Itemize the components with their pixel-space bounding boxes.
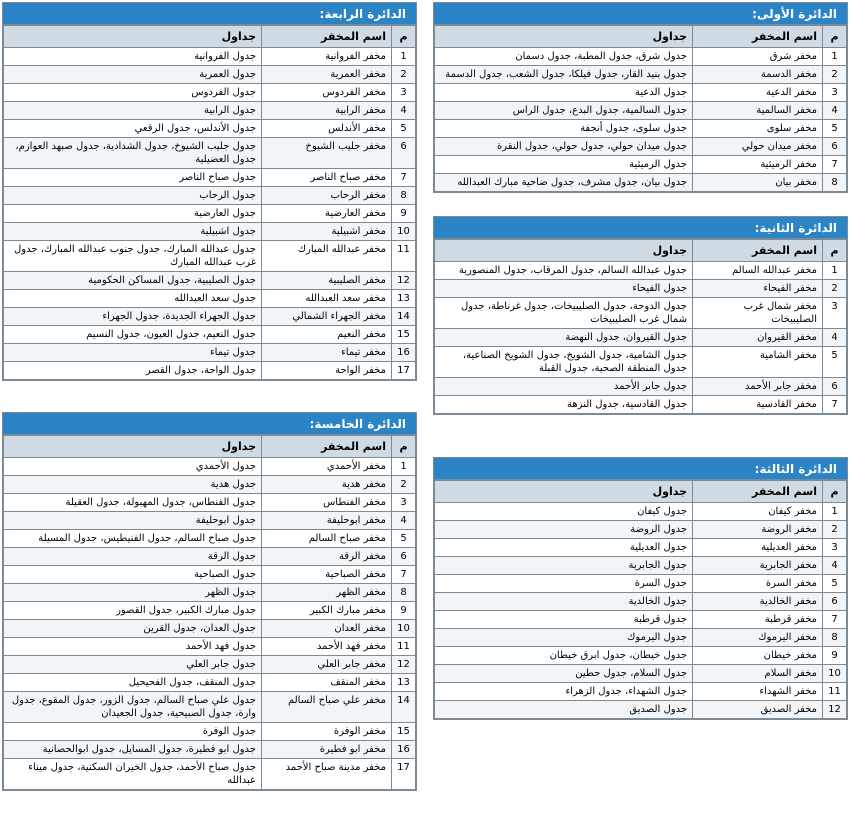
table-row — [435, 647, 847, 665]
station-name: مخفر سلوى — [693, 120, 823, 138]
row-number: 14 — [392, 308, 416, 326]
table-row — [4, 66, 416, 84]
station-name: مخفر علي صباح السالم — [262, 692, 392, 723]
block-list: جدول تيماء — [4, 344, 262, 362]
station-name: مخفر الفيحاء — [693, 280, 823, 298]
row-number: 3 — [823, 539, 847, 557]
block-list: جدول الجابرية — [435, 557, 693, 575]
table-row — [4, 530, 416, 548]
station-name: مخفر تيماء — [262, 344, 392, 362]
station-name: مخفر ابوحليفة — [262, 512, 392, 530]
block-list: جدول الفروانية — [4, 48, 262, 66]
station-name: مخفر الوفرة — [262, 723, 392, 741]
column-header-station: اسم المخفر — [693, 481, 823, 503]
stations-table — [434, 25, 847, 192]
row-number: 5 — [823, 120, 847, 138]
district-title: الدائرة الثالثة: — [434, 458, 847, 480]
block-list: جدول فهد الأحمد — [4, 638, 262, 656]
row-number: 6 — [823, 378, 847, 396]
block-list: جدول مبارك الكبير، جدول القصور — [4, 602, 262, 620]
table-row — [4, 476, 416, 494]
table-row — [435, 557, 847, 575]
block-list: جدول الظهر — [4, 584, 262, 602]
table-row — [435, 593, 847, 611]
header-row — [435, 240, 847, 262]
table-row — [435, 683, 847, 701]
block-list: جدول شرق، جدول المطبة، جدول دسمان — [435, 48, 693, 66]
table-row — [4, 759, 416, 790]
row-number: 11 — [823, 683, 847, 701]
station-name: مخفر الرميثية — [693, 156, 823, 174]
row-number: 4 — [823, 329, 847, 347]
row-number: 13 — [392, 290, 416, 308]
block-list: جدول الدعية — [435, 84, 693, 102]
row-number: 9 — [823, 647, 847, 665]
row-number: 4 — [823, 102, 847, 120]
stations-table — [3, 25, 416, 380]
row-number: 12 — [392, 272, 416, 290]
row-number: 7 — [392, 566, 416, 584]
block-list: جدول الأحمدي — [4, 458, 262, 476]
block-list: جدول العمرية — [4, 66, 262, 84]
header-row — [4, 26, 416, 48]
row-number: 6 — [392, 548, 416, 566]
table-row — [435, 503, 847, 521]
block-list: جدول الوفرة — [4, 723, 262, 741]
block-list: جدول ميدان حولي، جدول حولي، جدول النقرة — [435, 138, 693, 156]
block-list: جدول العدان، جدول القرين — [4, 620, 262, 638]
district-3-table — [433, 457, 848, 720]
block-list: جدول الشهداء، جدول الزهراء — [435, 683, 693, 701]
block-list: جدول العارضية — [4, 205, 262, 223]
block-list: جدول الصباحية — [4, 566, 262, 584]
block-list: جدول صباح السالم، جدول الفنيطيس، جدول المسيلة — [4, 530, 262, 548]
station-name: مخفر عبدالله المبارك — [262, 241, 392, 272]
station-name: مخفر الفنطاس — [262, 494, 392, 512]
column-header-station: اسم المخفر — [262, 436, 392, 458]
header-row — [4, 436, 416, 458]
station-name: مخفر ميدان حولي — [693, 138, 823, 156]
block-list: جدول الصليبية، جدول المساكن الحكومية — [4, 272, 262, 290]
station-name: مخفر اليرموك — [693, 629, 823, 647]
block-list: جدول اليرموك — [435, 629, 693, 647]
table-row — [4, 308, 416, 326]
row-number: 12 — [823, 701, 847, 719]
block-list: جدول الرقة — [4, 548, 262, 566]
row-number: 2 — [392, 476, 416, 494]
table-row — [435, 66, 847, 84]
column-header-station: اسم المخفر — [693, 240, 823, 262]
station-name: مخفر الظهر — [262, 584, 392, 602]
station-name: مخفر كيفان — [693, 503, 823, 521]
station-name: مخفر سعد العبدالله — [262, 290, 392, 308]
column-header-blocks: جداول — [435, 240, 693, 262]
stations-table — [3, 435, 416, 790]
block-list: جدول جليب الشيوخ، جدول الشدادية، جدول صبهد العوازم، جدول العضيلية — [4, 138, 262, 169]
district-2-table — [433, 216, 848, 415]
row-number: 1 — [392, 48, 416, 66]
block-list: جدول السلام، جدول حطين — [435, 665, 693, 683]
block-list: جدول الروضة — [435, 521, 693, 539]
table-row — [435, 138, 847, 156]
block-list: جدول السالمية، جدول البدع، جدول الراس — [435, 102, 693, 120]
station-name: مخفر هدية — [262, 476, 392, 494]
district-title: الدائرة الرابعة: — [3, 3, 416, 25]
row-number: 13 — [392, 674, 416, 692]
table-row — [4, 674, 416, 692]
block-list: جدول الفيحاء — [435, 280, 693, 298]
block-list: جدول صباح الناصر — [4, 169, 262, 187]
block-list: جدول ابو فطيرة، جدول المسايل، جدول ابوالحصانية — [4, 741, 262, 759]
table-row — [435, 378, 847, 396]
table-row — [435, 665, 847, 683]
station-name: مخفر الرحاب — [262, 187, 392, 205]
station-name: مخفر صباح السالم — [262, 530, 392, 548]
block-list: جدول العديلية — [435, 539, 693, 557]
station-name: مخفر الصليبية — [262, 272, 392, 290]
table-row — [435, 174, 847, 192]
row-number: 1 — [823, 48, 847, 66]
block-list: جدول خيطان، جدول ابرق خيطان — [435, 647, 693, 665]
row-number: 2 — [823, 280, 847, 298]
header-row — [435, 481, 847, 503]
row-number: 5 — [392, 530, 416, 548]
table-row — [435, 329, 847, 347]
station-name: مخفر مدينة صباح الأحمد — [262, 759, 392, 790]
table-row — [435, 347, 847, 378]
block-list: جدول المنقف، جدول الفحيحيل — [4, 674, 262, 692]
district-title: الدائرة الثانية: — [434, 217, 847, 239]
table-row — [435, 701, 847, 719]
station-name: مخفر شمال غرب الصليبيخات — [693, 298, 823, 329]
station-name: مخفر الدعية — [693, 84, 823, 102]
row-number: 6 — [392, 138, 416, 169]
block-list: جدول عبدالله المبارك، جدول جنوب عبدالله المبارك، جدول غرب عبدالله المبارك — [4, 241, 262, 272]
block-list: جدول الجهراء الجديدة، جدول الجهراء — [4, 308, 262, 326]
stations-table — [434, 239, 847, 414]
block-list: جدول السرة — [435, 575, 693, 593]
row-number: 2 — [823, 66, 847, 84]
table-row — [4, 638, 416, 656]
row-number: 3 — [392, 494, 416, 512]
station-name: مخفر قرطبة — [693, 611, 823, 629]
table-row — [435, 298, 847, 329]
table-row — [4, 656, 416, 674]
station-name: مخفر مبارك الكبير — [262, 602, 392, 620]
block-list: جدول الفردوس — [4, 84, 262, 102]
column-header-station: اسم المخفر — [693, 26, 823, 48]
table-row — [4, 741, 416, 759]
station-name: مخفر النعيم — [262, 326, 392, 344]
station-name: مخفر الشهداء — [693, 683, 823, 701]
station-name: مخفر الروضة — [693, 521, 823, 539]
table-row — [4, 290, 416, 308]
station-name: مخفر السالمية — [693, 102, 823, 120]
table-row — [435, 156, 847, 174]
column-header-number: م — [392, 26, 416, 48]
district-1-table — [433, 2, 848, 193]
column-header-blocks: جداول — [4, 436, 262, 458]
station-name: مخفر الرقة — [262, 548, 392, 566]
row-number: 1 — [823, 262, 847, 280]
row-number: 5 — [392, 120, 416, 138]
table-row — [4, 494, 416, 512]
row-number: 8 — [392, 584, 416, 602]
station-name: مخفر الخالدية — [693, 593, 823, 611]
district-title: الدائرة الخامسة: — [3, 413, 416, 435]
table-row — [4, 102, 416, 120]
station-name: مخفر الأحمدي — [262, 458, 392, 476]
table-row — [4, 692, 416, 723]
station-name: مخفر الواحة — [262, 362, 392, 380]
station-name: مخفر شرق — [693, 48, 823, 66]
table-row — [435, 575, 847, 593]
table-row — [4, 512, 416, 530]
table-row — [435, 102, 847, 120]
district-4-table — [2, 2, 417, 381]
row-number: 1 — [823, 503, 847, 521]
block-list: جدول القادسية، جدول النزهة — [435, 396, 693, 414]
column-header-number: م — [823, 481, 847, 503]
row-number: 4 — [392, 102, 416, 120]
block-list: جدول علي صباح السالم، جدول الزور، جدول المقوع، جدول وارة، جدول الصبيحية، جدول الجعيدان — [4, 692, 262, 723]
row-number: 2 — [823, 521, 847, 539]
table-row — [435, 629, 847, 647]
row-number: 9 — [392, 205, 416, 223]
column-header-number: م — [392, 436, 416, 458]
block-list: جدول الدوحة، جدول الصليبيخات، جدول غرناطة، جدول شمال غرب الصليبيخات — [435, 298, 693, 329]
block-list: جدول قرطبة — [435, 611, 693, 629]
station-name: مخفر صباح الناصر — [262, 169, 392, 187]
table-row — [435, 521, 847, 539]
table-row — [4, 120, 416, 138]
row-number: 11 — [392, 638, 416, 656]
table-row — [4, 223, 416, 241]
station-name: مخفر بيان — [693, 174, 823, 192]
row-number: 1 — [392, 458, 416, 476]
block-list: جدول صباح الأحمد، جدول الخيران السكنية، جدول ميناء عبدالله — [4, 759, 262, 790]
row-number: 4 — [392, 512, 416, 530]
table-row — [4, 205, 416, 223]
block-list: جدول الرابية — [4, 102, 262, 120]
station-name: مخفر الدسمة — [693, 66, 823, 84]
table-row — [4, 272, 416, 290]
row-number: 7 — [823, 611, 847, 629]
row-number: 8 — [823, 629, 847, 647]
station-name: مخفر جابر العلي — [262, 656, 392, 674]
row-number: 17 — [392, 362, 416, 380]
block-list: جدول ابوحليفة — [4, 512, 262, 530]
row-number: 4 — [823, 557, 847, 575]
table-row — [4, 48, 416, 66]
column-header-station: اسم المخفر — [262, 26, 392, 48]
table-row — [4, 602, 416, 620]
table-row — [435, 262, 847, 280]
station-name: مخفر الفروانية — [262, 48, 392, 66]
station-name: مخفر الأندلس — [262, 120, 392, 138]
table-row — [4, 584, 416, 602]
station-name: مخفر القيروان — [693, 329, 823, 347]
station-name: مخفر جابر الأحمد — [693, 378, 823, 396]
station-name: مخفر الصديق — [693, 701, 823, 719]
station-name: مخفر العارضية — [262, 205, 392, 223]
row-number: 6 — [823, 138, 847, 156]
table-row — [4, 548, 416, 566]
table-row — [4, 458, 416, 476]
row-number: 11 — [392, 241, 416, 272]
table-row — [4, 344, 416, 362]
row-number: 16 — [392, 741, 416, 759]
block-list: جدول عبدالله السالم، جدول المرقاب، جدول المنصورية — [435, 262, 693, 280]
block-list: جدول جابر الأحمد — [435, 378, 693, 396]
table-row — [435, 48, 847, 66]
table-row — [4, 241, 416, 272]
block-list: جدول الخالدية — [435, 593, 693, 611]
block-list: جدول جابر العلي — [4, 656, 262, 674]
row-number: 12 — [392, 656, 416, 674]
block-list: جدول بيان، جدول مشرف، جدول ضاحية مبارك العبدالله — [435, 174, 693, 192]
row-number: 10 — [823, 665, 847, 683]
column-header-number: م — [823, 26, 847, 48]
station-name: مخفر العديلية — [693, 539, 823, 557]
station-name: مخفر اشبيلية — [262, 223, 392, 241]
table-row — [4, 723, 416, 741]
block-list: جدول بنيد القار، جدول فيلكا، جدول الشعب، جدول الدسمة — [435, 66, 693, 84]
stations-table — [434, 480, 847, 719]
row-number: 14 — [392, 692, 416, 723]
table-row — [4, 362, 416, 380]
row-number: 6 — [823, 593, 847, 611]
column-header-number: م — [823, 240, 847, 262]
row-number: 16 — [392, 344, 416, 362]
column-header-blocks: جداول — [435, 26, 693, 48]
station-name: مخفر الصباحية — [262, 566, 392, 584]
row-number: 7 — [823, 156, 847, 174]
station-name: مخفر المنقف — [262, 674, 392, 692]
table-row — [435, 611, 847, 629]
row-number: 10 — [392, 223, 416, 241]
row-number: 5 — [823, 575, 847, 593]
table-row — [435, 396, 847, 414]
table-row — [435, 120, 847, 138]
header-row — [435, 26, 847, 48]
table-row — [4, 566, 416, 584]
block-list: جدول الرحاب — [4, 187, 262, 205]
station-name: مخفر الجابرية — [693, 557, 823, 575]
row-number: 15 — [392, 723, 416, 741]
table-row — [4, 187, 416, 205]
station-name: مخفر الرابية — [262, 102, 392, 120]
table-row — [4, 138, 416, 169]
block-list: جدول الشامية، جدول الشويخ، جدول الشويخ الصناعية، جدول المنطقة الصحية، جدول القبلة — [435, 347, 693, 378]
table-row — [4, 84, 416, 102]
station-name: مخفر فهد الأحمد — [262, 638, 392, 656]
row-number: 8 — [823, 174, 847, 192]
district-title: الدائرة الأولى: — [434, 3, 847, 25]
block-list: جدول سلوى، جدول أنجفة — [435, 120, 693, 138]
block-list: جدول الرميثية — [435, 156, 693, 174]
column-header-blocks: جداول — [4, 26, 262, 48]
row-number: 8 — [392, 187, 416, 205]
row-number: 2 — [392, 66, 416, 84]
station-name: مخفر العمرية — [262, 66, 392, 84]
row-number: 3 — [823, 298, 847, 329]
block-list: جدول اشبيلية — [4, 223, 262, 241]
block-list: جدول كيفان — [435, 503, 693, 521]
table-row — [4, 169, 416, 187]
column-header-blocks: جداول — [435, 481, 693, 503]
station-name: مخفر خيطان — [693, 647, 823, 665]
block-list: جدول الفنطاس، جدول المهبولة، جدول العقيلة — [4, 494, 262, 512]
block-list: جدول القيروان، جدول النهضة — [435, 329, 693, 347]
block-list: جدول الصديق — [435, 701, 693, 719]
row-number: 3 — [823, 84, 847, 102]
row-number: 7 — [392, 169, 416, 187]
station-name: مخفر العدان — [262, 620, 392, 638]
station-name: مخفر السلام — [693, 665, 823, 683]
block-list: جدول الأندلس، جدول الرقعي — [4, 120, 262, 138]
station-name: مخفر القادسية — [693, 396, 823, 414]
block-list: جدول الواحة، جدول القصر — [4, 362, 262, 380]
row-number: 3 — [392, 84, 416, 102]
station-name: مخفر الجهراء الشمالي — [262, 308, 392, 326]
station-name: مخفر الشامية — [693, 347, 823, 378]
station-name: مخفر السرة — [693, 575, 823, 593]
row-number: 15 — [392, 326, 416, 344]
table-row — [435, 280, 847, 298]
row-number: 9 — [392, 602, 416, 620]
block-list: جدول هدية — [4, 476, 262, 494]
station-name: مخفر الفردوس — [262, 84, 392, 102]
station-name: مخفر عبدالله السالم — [693, 262, 823, 280]
table-row — [4, 620, 416, 638]
row-number: 10 — [392, 620, 416, 638]
block-list: جدول النعيم، جدول العيون، جدول النسيم — [4, 326, 262, 344]
row-number: 17 — [392, 759, 416, 790]
row-number: 7 — [823, 396, 847, 414]
table-row — [435, 539, 847, 557]
row-number: 5 — [823, 347, 847, 378]
table-row — [435, 84, 847, 102]
district-5-table — [2, 412, 417, 791]
block-list: جدول سعد العبدالله — [4, 290, 262, 308]
station-name: مخفر ابو فطيرة — [262, 741, 392, 759]
table-row — [4, 326, 416, 344]
station-name: مخفر جليب الشيوخ — [262, 138, 392, 169]
